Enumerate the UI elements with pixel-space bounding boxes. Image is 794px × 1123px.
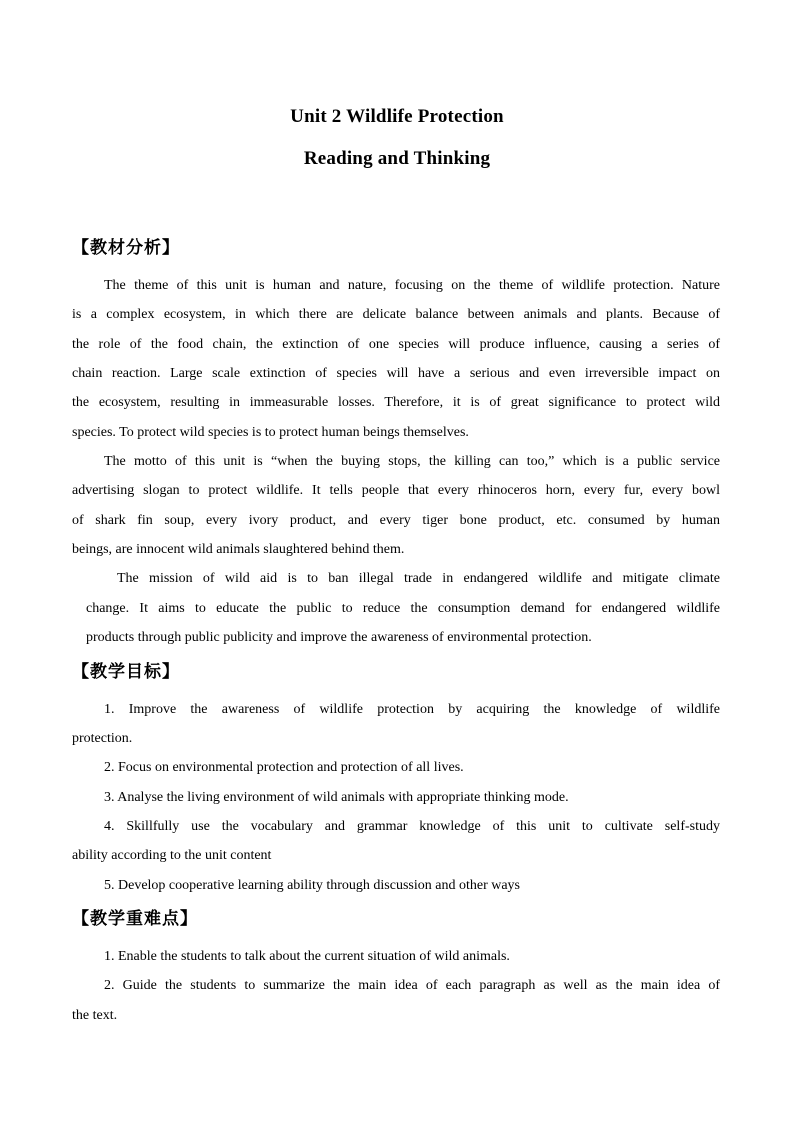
paragraph-line: The motto of this unit is “when the buying stops, the killing can too,” which is a public service bbox=[104, 454, 720, 469]
section-heading-key-difficulties: 【教学重难点】 bbox=[72, 909, 198, 929]
paragraph-line: chain reaction. Large scale extinction of species will have a serious and even irreversible impact on bbox=[72, 366, 720, 381]
key-point-line: 1. Enable the students to talk about the current situation of wild animals. bbox=[104, 949, 510, 964]
document-subtitle: Reading and Thinking bbox=[303, 148, 491, 169]
paragraph-line: is a complex ecosystem, in which there are delicate balance between animals and plants. Because of bbox=[72, 307, 720, 322]
objective-line: 3. Analyse the living environment of wild animals with appropriate thinking mode. bbox=[104, 790, 569, 805]
paragraph-line: advertising slogan to protect wildlife. It tells people that every rhinoceros horn, every fur, every bowl bbox=[72, 483, 720, 498]
objective-line: 4. Skillfully use the vocabulary and grammar knowledge of this unit to cultivate self-study bbox=[104, 819, 720, 834]
objective-line: 1. Improve the awareness of wildlife protection by acquiring the knowledge of wildlife bbox=[104, 702, 720, 717]
paragraph-line: the role of the food chain, the extinction of one species will produce influence, causing a series of bbox=[72, 337, 720, 352]
key-point-line: the text. bbox=[72, 1008, 118, 1023]
paragraph-line: of shark fin soup, every ivory product, and every tiger bone product, etc. consumed by human bbox=[72, 513, 720, 528]
paragraph-line: The mission of wild aid is to ban illegal trade in endangered wildlife and mitigate climate bbox=[117, 571, 720, 586]
paragraph-line: change. It aims to educate the public to reduce the consumption demand for endangered wildlife bbox=[86, 601, 720, 616]
paragraph-line: The theme of this unit is human and nature, focusing on the theme of wildlife protection. Nature bbox=[104, 278, 720, 293]
paragraph-line: the ecosystem, resulting in immeasurable losses. Therefore, it is of great significance to protect wild bbox=[72, 395, 720, 410]
paragraph-line: beings, are innocent wild animals slaughtered behind them. bbox=[72, 542, 405, 557]
key-point-line: 2. Guide the students to summarize the main idea of each paragraph as well as the main idea of bbox=[104, 978, 720, 993]
paragraph-line: products through public publicity and improve the awareness of environmental protection. bbox=[86, 630, 592, 645]
paragraph-line: species. To protect wild species is to protect human beings themselves. bbox=[72, 425, 469, 440]
document-title: Unit 2 Wildlife Protection bbox=[290, 106, 504, 127]
section-heading-teaching-objectives: 【教学目标】 bbox=[72, 662, 180, 682]
section-heading-textbook-analysis: 【教材分析】 bbox=[72, 238, 180, 258]
objective-line: 2. Focus on environmental protection and protection of all lives. bbox=[104, 760, 464, 775]
objective-line: protection. bbox=[72, 731, 133, 746]
objective-line: 5. Develop cooperative learning ability through discussion and other ways bbox=[104, 878, 521, 893]
objective-line: ability according to the unit content bbox=[72, 848, 272, 863]
